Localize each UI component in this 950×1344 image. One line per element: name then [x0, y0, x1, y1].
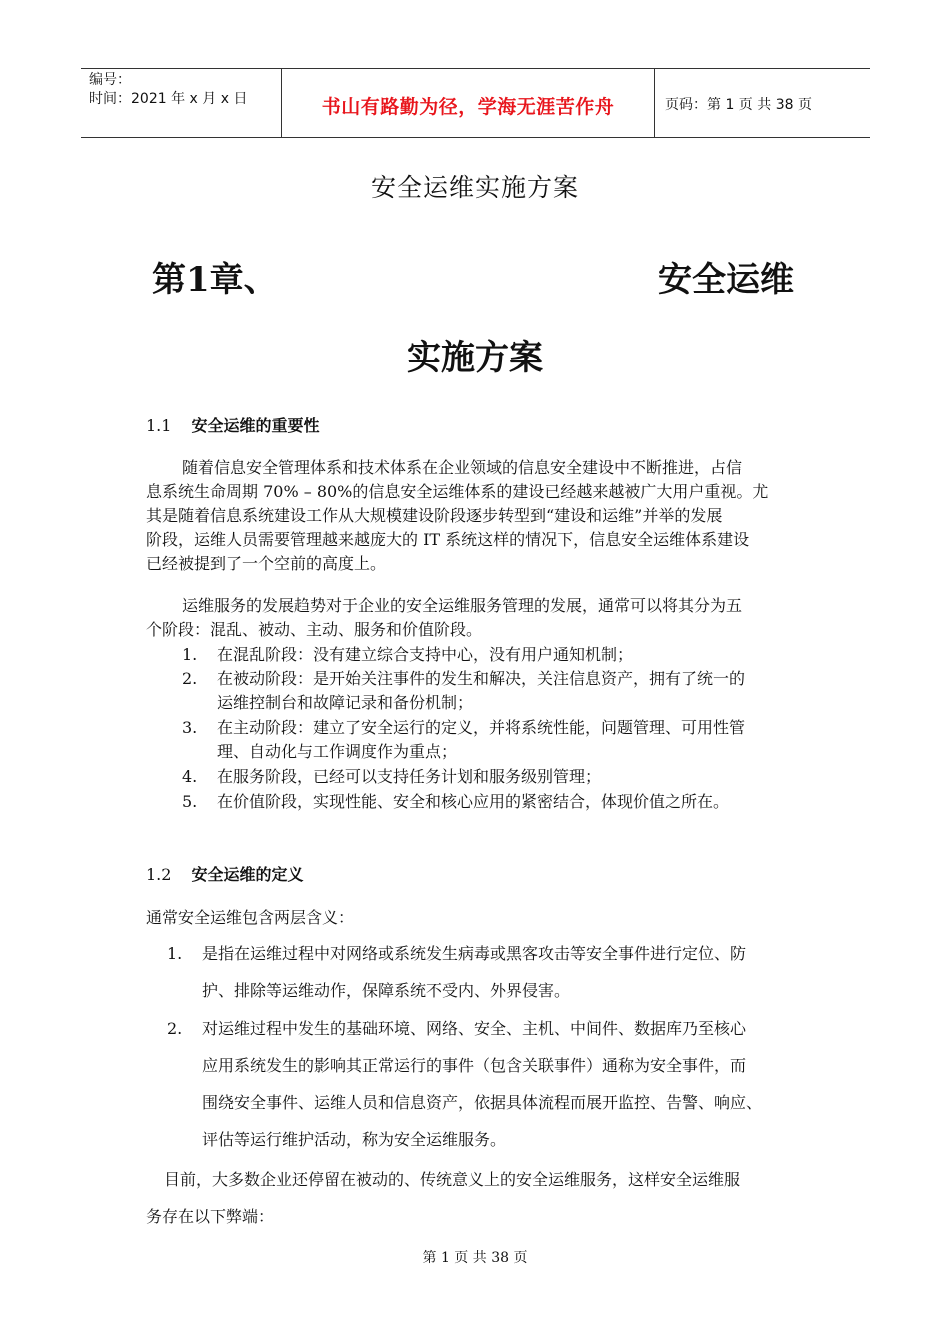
motto: 书山有路勤为径，学海无涯苦作舟 [321, 96, 615, 118]
document-title: 安全运维实施方案 [370, 173, 579, 202]
text-line: 随着信息安全管理体系和技术体系在企业领域的信息安全建设中不断推进，占信 [182, 458, 743, 477]
list-number: 5. [182, 792, 198, 811]
page-footer: 第 1 页 共 38 页 [422, 1250, 528, 1266]
text-line: 务存在以下弊端： [146, 1207, 275, 1226]
list-text: 评估等运行维护活动，称为安全运维服务。 [202, 1130, 507, 1149]
number-label: 编号： [89, 72, 131, 88]
chapter-title-part1: 安全运维 [658, 260, 794, 300]
list-number: 1. [167, 944, 183, 963]
list-item [182, 716, 822, 764]
list-text: 护、排除等运维动作，保障系统不受内、外界侵害。 [202, 981, 571, 1000]
definition-intro: 通常安全运维包含两层含义： [146, 908, 355, 927]
page-info: 页码：第 1 页 共 38 页 [665, 97, 812, 113]
header-table [81, 68, 870, 138]
text-line: 息系统生命周期 70% – 80%的信息安全运维体系的建设已经越来越被广大用户重视。尤 [146, 482, 769, 501]
text-line: 个阶段：混乱、被动、主动、服务和价值阶段。 [146, 620, 483, 639]
list-number: 2. [167, 1019, 183, 1038]
text-line: 运维服务的发展趋势对于企业的安全运维服务管理的发展，通常可以将其分为五 [182, 596, 743, 615]
list-text: 对运维过程中发生的基础环境、网络、安全、主机、中间件、数据库乃至核心 [202, 1019, 747, 1038]
list-number: 4. [182, 767, 198, 786]
chapter-number: 第1章、 [152, 260, 278, 300]
list-text: 理、自动化与工作调度作为重点； [217, 742, 458, 761]
list-number: 1. [182, 645, 198, 664]
paragraph-stages [146, 594, 806, 642]
list-text: 是指在运维过程中对网络或系统发生病毒或黑客攻击等安全事件进行定位、防 [202, 944, 747, 963]
header-meta-cell [81, 69, 282, 137]
text-line: 已经被提到了一个空前的高度上。 [146, 554, 387, 573]
section-number: 1.2 [146, 865, 172, 884]
section-title: 安全运维的定义 [191, 865, 304, 884]
header-page-cell [655, 69, 870, 137]
section-number: 1.1 [146, 416, 172, 435]
list-item [167, 1010, 837, 1158]
section-heading-1-1 [146, 413, 319, 436]
text-line: 阶段，运维人员需要管理越来越庞大的 IT 系统这样的情况下，信息安全运维体系建设 [146, 530, 750, 549]
list-text: 围绕安全事件、运维人员和信息资产，依据具体流程而展开监控、告警、响应、 [202, 1093, 763, 1112]
section-heading-1-2 [146, 862, 303, 885]
text-line: 其是随着信息系统建设工作从大规模建设阶段逐步转型到“建设和运维”并举的发展 [146, 506, 723, 525]
list-item [167, 935, 837, 1009]
list-text: 在被动阶段：是开始关注事件的发生和解决，关注信息资产，拥有了统一的 [217, 669, 746, 688]
section-title: 安全运维的重要性 [191, 416, 320, 435]
time-label: 时间：2021 年 x 月 x 日 [89, 91, 248, 107]
chapter-title-part2: 实施方案 [407, 338, 543, 378]
list-item [182, 667, 822, 715]
paragraph-importance [146, 456, 806, 576]
list-text: 在主动阶段：建立了安全运行的定义，并将系统性能，问题管理、可用性管 [217, 718, 746, 737]
paragraph-current-state [146, 1161, 826, 1235]
list-text: 运维控制台和故障记录和备份机制； [217, 693, 474, 712]
text-line: 目前，大多数企业还停留在被动的、传统意义上的安全运维服务，这样安全运维服 [164, 1170, 741, 1189]
list-text: 在服务阶段，已经可以支持任务计划和服务级别管理； [217, 767, 602, 786]
header-motto-cell [282, 69, 655, 137]
list-text: 在价值阶段，实现性能、安全和核心应用的紧密结合，体现价值之所在。 [217, 792, 730, 811]
list-number: 2. [182, 669, 198, 688]
list-text: 在混乱阶段：没有建立综合支持中心，没有用户通知机制； [217, 645, 634, 664]
list-number: 3. [182, 718, 198, 737]
list-text: 应用系统发生的影响其正常运行的事件（包含关联事件）通称为安全事件，而 [202, 1056, 747, 1075]
